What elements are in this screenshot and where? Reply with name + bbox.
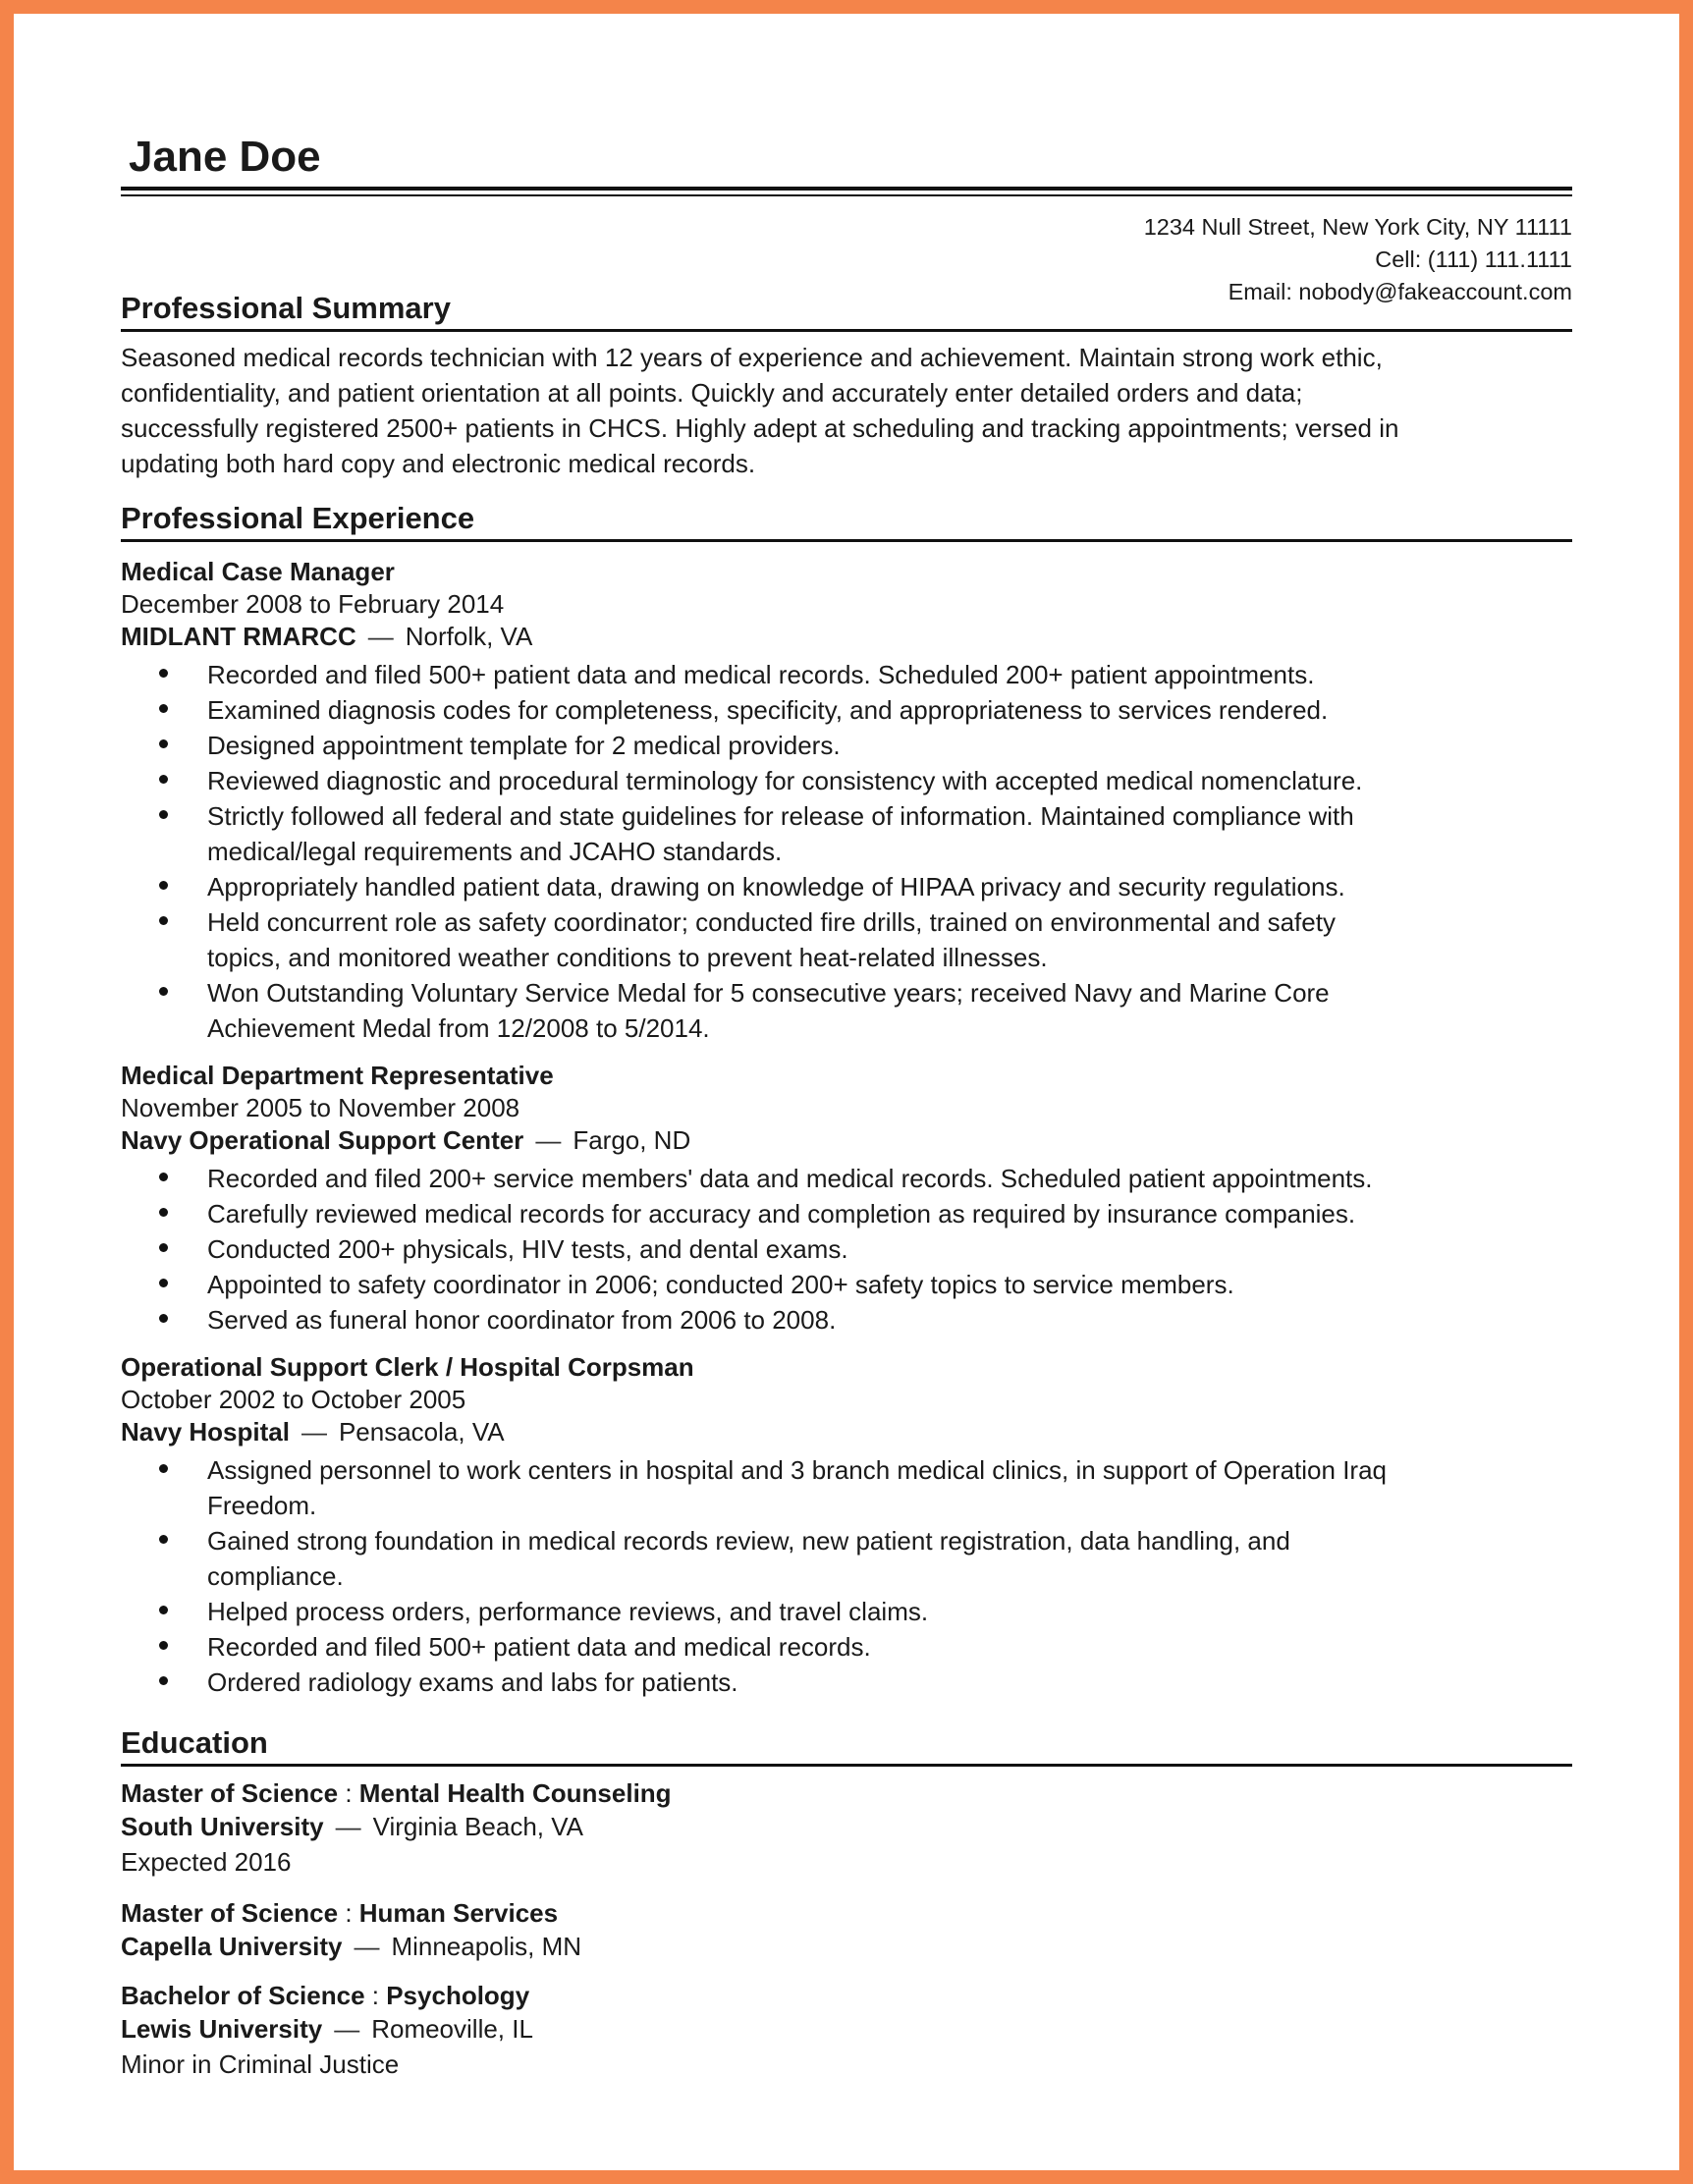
dash-separator: — [334, 2014, 360, 2044]
summary-heading: Professional Summary [121, 291, 1572, 332]
bullet-item [121, 1231, 1572, 1267]
bullet-item [121, 1302, 1572, 1338]
job-organization-line [121, 621, 1572, 653]
experience-list [121, 556, 1572, 1700]
bullet-icon [159, 1641, 168, 1650]
experience-heading: Professional Experience [121, 501, 1572, 542]
degree-field: Mental Health Counseling [358, 1778, 672, 1808]
job-organization: Navy Hospital [121, 1417, 290, 1447]
bullet-item [121, 1665, 1572, 1700]
bullet-item [121, 975, 1572, 1046]
header-divider [121, 187, 1572, 196]
bullet-item [121, 1523, 1572, 1594]
job-title: Medical Case Manager [121, 557, 395, 586]
degree-line [121, 1896, 1572, 1930]
bullet-text-line: Served as funeral honor coordinator from 2006 to 2008. [207, 1305, 837, 1335]
bullet-text-line: Appointed to safety coordinator in 2006; conducted 200+ safety topics to service members. [207, 1270, 1234, 1299]
contact-email: Email: nobody@fakeaccount.com [1228, 279, 1572, 304]
bullet-item [121, 1267, 1572, 1302]
job-organization-line [121, 1416, 1572, 1448]
bullet-item [121, 1452, 1572, 1523]
bullet-item [121, 657, 1572, 692]
bullet-text-line: Recorded and filed 200+ service members' data and medical records. Scheduled patient appointments. [207, 1164, 1373, 1193]
education-entry [121, 1979, 1572, 2083]
bullet-icon [159, 1208, 168, 1217]
bullet-icon [159, 1676, 168, 1685]
job-organization: MIDLANT RMARCC [121, 622, 356, 651]
school-name: Capella University [121, 1932, 343, 1961]
bullet-icon [159, 810, 168, 819]
bullet-icon [159, 704, 168, 713]
contact-address: 1234 Null Street, New York City, NY 11111 [1143, 214, 1572, 240]
contact-cell: Cell: (111) 111.1111 [1375, 246, 1572, 272]
bullet-icon [159, 1464, 168, 1473]
bullet-text-line: Designed appointment template for 2 medical providers. [207, 731, 841, 760]
bullet-text-line: Reviewed diagnostic and procedural terminology for consistency with accepted medical nomenclature. [207, 766, 1363, 795]
bullet-item [121, 1196, 1572, 1231]
school-line [121, 1810, 1572, 1843]
bullet-text-line: medical/legal requirements and JCAHO standards. [207, 837, 783, 866]
education-note: Expected 2016 [121, 1847, 292, 1877]
bullet-item [121, 728, 1572, 763]
resume-page [14, 14, 1679, 2170]
bullet-text-line: Strictly followed all federal and state guidelines for release of information. Maintained compliance with [207, 801, 1354, 831]
degree-separator: : [338, 1898, 359, 1928]
bullet-icon [159, 1606, 168, 1614]
dash-separator: — [535, 1125, 562, 1155]
job-bullets [121, 657, 1572, 1046]
job-dates: December 2008 to February 2014 [121, 589, 505, 619]
job-organization: Navy Operational Support Center [121, 1125, 524, 1155]
bullet-text-line: Freedom. [207, 1491, 317, 1520]
degree-separator: : [338, 1778, 359, 1808]
job-title: Medical Department Representative [121, 1061, 554, 1090]
degree-field: Psychology [386, 1981, 530, 2010]
bullet-item [121, 1594, 1572, 1629]
bullet-item [121, 869, 1572, 904]
bullet-icon [159, 987, 168, 996]
bullet-text-line: Examined diagnosis codes for completeness, specificity, and appropriateness to services rendered. [207, 695, 1329, 725]
bullet-icon [159, 1279, 168, 1287]
degree-name: Master of Science [121, 1778, 339, 1808]
candidate-name: Jane Doe [129, 133, 321, 181]
degree-name: Master of Science [121, 1898, 339, 1928]
summary-line: successfully registered 2500+ patients in CHCS. Highly adept at scheduling and tracking appointments; versed in [121, 413, 1399, 443]
bullet-text-line: Won Outstanding Voluntary Service Medal for 5 consecutive years; received Navy and Marine Core [207, 978, 1330, 1008]
education-note: Minor in Criminal Justice [121, 2049, 400, 2079]
bullet-item [121, 692, 1572, 728]
bullet-icon [159, 1243, 168, 1252]
bullet-text-line: Ordered radiology exams and labs for patients. [207, 1667, 738, 1697]
job-dates: November 2005 to November 2008 [121, 1093, 520, 1122]
school-location: Minneapolis, MN [391, 1932, 582, 1961]
degree-line [121, 1979, 1572, 2012]
dash-separator: — [354, 1932, 380, 1961]
school-name: South University [121, 1812, 324, 1841]
job-bullets [121, 1452, 1572, 1700]
job-organization-line [121, 1124, 1572, 1157]
bullet-item [121, 1161, 1572, 1196]
bullet-text-line: Carefully reviewed medical records for accuracy and completion as required by insurance companies. [207, 1199, 1356, 1228]
job-entry [121, 1351, 1572, 1700]
dash-separator: — [335, 1812, 361, 1841]
school-name: Lewis University [121, 2014, 323, 2044]
bullet-icon [159, 881, 168, 890]
job-entry [121, 556, 1572, 1046]
bullet-text-line: compliance. [207, 1561, 344, 1591]
job-location: Pensacola, VA [338, 1417, 505, 1447]
summary-line: updating both hard copy and electronic medical records. [121, 449, 756, 478]
bullet-icon [159, 775, 168, 784]
education-entry [121, 1896, 1572, 1963]
bullet-text-line: Helped process orders, performance reviews, and travel claims. [207, 1597, 929, 1626]
bullet-text-line: Appropriately handled patient data, drawing on knowledge of HIPAA privacy and security regulations. [207, 872, 1345, 901]
bullet-icon [159, 1535, 168, 1544]
bullet-text-line: Conducted 200+ physicals, HIV tests, and dental exams. [207, 1234, 848, 1264]
job-location: Norfolk, VA [405, 622, 533, 651]
bullet-item [121, 904, 1572, 975]
bullet-text-line: Achievement Medal from 12/2008 to 5/2014. [207, 1013, 710, 1043]
bullet-icon [159, 739, 168, 748]
school-location: Romeoville, IL [371, 2014, 533, 2044]
bullet-icon [159, 916, 168, 925]
summary-line: confidentiality, and patient orientation at all points. Quickly and accurately enter detailed orders and data; [121, 378, 1303, 408]
job-bullets [121, 1161, 1572, 1338]
summary-line: Seasoned medical records technician with 12 years of experience and achievement. Maintain strong work ethic, [121, 343, 1383, 372]
school-location: Virginia Beach, VA [372, 1812, 583, 1841]
education-list [121, 1776, 1572, 2083]
bullet-item [121, 1629, 1572, 1665]
bullet-icon [159, 669, 168, 678]
degree-separator: : [364, 1981, 387, 2010]
degree-line [121, 1776, 1572, 1810]
school-line [121, 2012, 1572, 2046]
bullet-icon [159, 1314, 168, 1323]
bullet-item [121, 763, 1572, 798]
bullet-text-line: Recorded and filed 500+ patient data and medical records. [207, 1632, 871, 1662]
summary-text [121, 340, 1572, 481]
bullet-text-line: Assigned personnel to work centers in hospital and 3 branch medical clinics, in support of Operation Iraq [207, 1455, 1387, 1485]
degree-field: Human Services [358, 1898, 559, 1928]
bullet-item [121, 798, 1572, 869]
bullet-icon [159, 1173, 168, 1181]
job-entry [121, 1060, 1572, 1338]
bullet-text-line: Recorded and filed 500+ patient data and medical records. Scheduled 200+ patient appointments. [207, 660, 1315, 689]
bullet-text-line: topics, and monitored weather conditions to prevent heat-related illnesses. [207, 943, 1048, 972]
job-title: Operational Support Clerk / Hospital Corpsman [121, 1352, 694, 1382]
job-location: Fargo, ND [573, 1125, 691, 1155]
bullet-text-line: Gained strong foundation in medical records review, new patient registration, data handling, and [207, 1526, 1290, 1556]
dash-separator: — [367, 622, 394, 651]
job-dates: October 2002 to October 2005 [121, 1385, 466, 1414]
education-heading: Education [121, 1725, 1572, 1767]
dash-separator: — [300, 1417, 327, 1447]
education-entry [121, 1776, 1572, 1881]
bullet-text-line: Held concurrent role as safety coordinator; conducted fire drills, trained on environmental and safety [207, 907, 1336, 937]
degree-name: Bachelor of Science [121, 1981, 365, 2010]
school-line [121, 1930, 1572, 1963]
resume-content [121, 130, 1572, 2083]
